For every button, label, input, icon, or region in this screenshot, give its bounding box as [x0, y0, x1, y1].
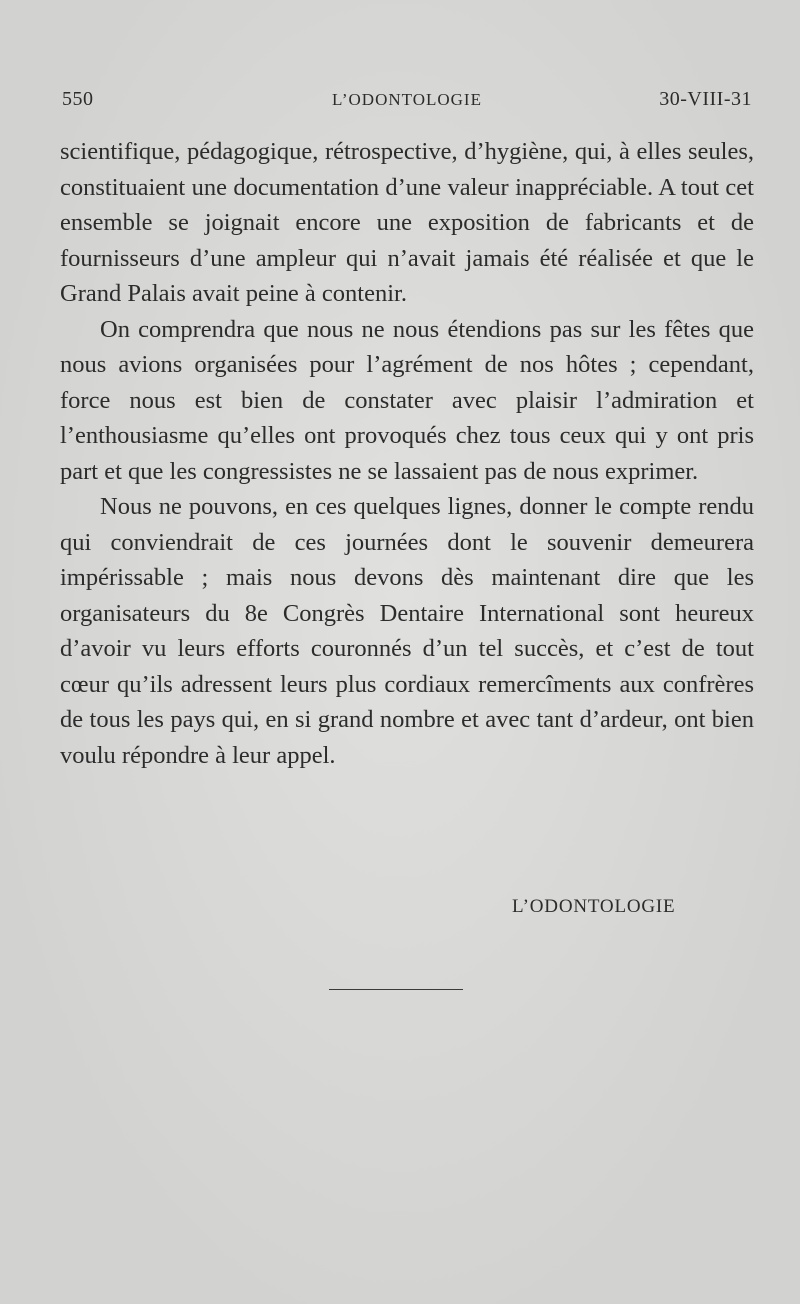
running-header [62, 88, 752, 122]
section-divider [329, 989, 463, 990]
paragraph-continuation: scientifique, pédagogique, rétrospective, d’hygiène, qui, à elles seules, constituaient une documentation d’une valeur inappréciable. A tout cet ensemble se joignait encore une exposition de fabricants et de fournisseurs d’une ampleur qui n’avait jamais été réalisée et que le Grand Palais avait peine à contenir. [60, 138, 754, 307]
paragraph-acknowledgements: Nous ne pouvons, en ces quelques lignes, donner le compte rendu qui conviendrait de ces journées dont le souvenir demeurera impérissable ; mais nous devons dès maintenant dire que les organisateurs du 8e Congrès Dentaire International sont heureux d’avoir vu leurs efforts couronnés d’un tel succès, et c’est de tout cœur qu’ils adressent leurs plus cordiaux remercîments aux confrères de tous les pays qui, en si grand nombre et avec tant d’ardeur, ont bien voulu répondre à leur appel. [60, 493, 754, 769]
signature: L’ODONTOLOGIE [512, 896, 676, 917]
page-number: 550 [62, 88, 94, 110]
issue-date: 30-VIII-31 [659, 88, 752, 110]
article-body [60, 134, 754, 773]
paragraph-festivities: On comprendra que nous ne nous étendions pas sur les fêtes que nous avions organisées pour l’agrément de nos hôtes ; cependant, force nous est bien de constater avec plaisir l’admiration et l’enthousiasme qu’elles ont provoqués chez tous ceux qui y ont pris part et que les congressistes ne se lassaient pas de nous exprimer. [60, 315, 754, 485]
journal-title: L’ODONTOLOGIE [332, 90, 482, 109]
